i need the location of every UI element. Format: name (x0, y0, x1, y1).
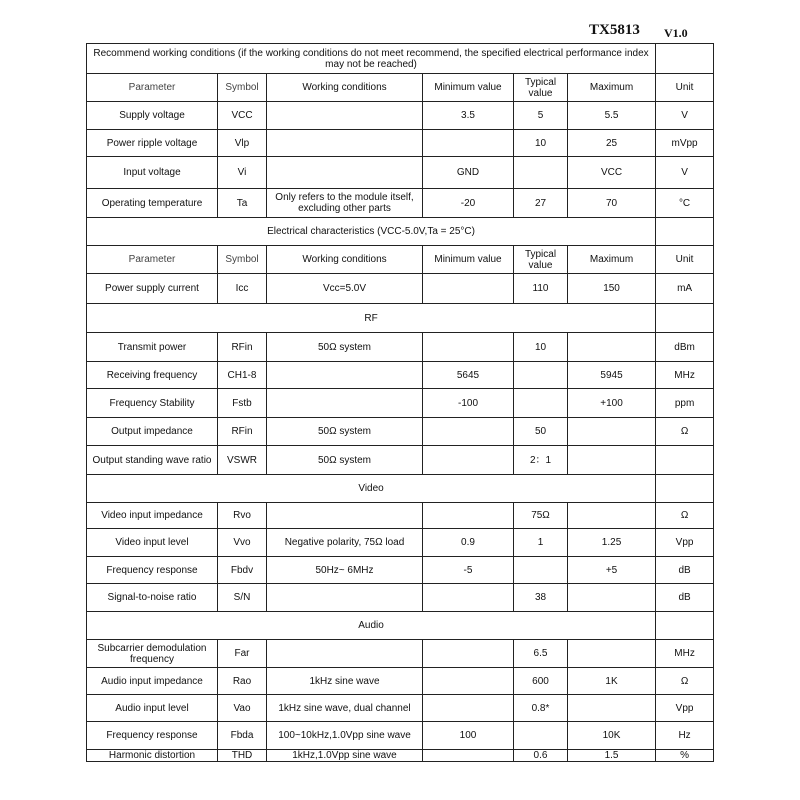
max-cell: 25 (568, 130, 656, 157)
param-cell: Video input level (87, 529, 218, 557)
unit-cell: V (656, 157, 714, 189)
recommend-title-row (87, 44, 714, 74)
empty-cell (656, 304, 714, 333)
typical-cell: 27 (514, 189, 568, 218)
typical-cell: 50 (514, 418, 568, 446)
unit-cell: V (656, 102, 714, 130)
param-cell: Frequency response (87, 722, 218, 750)
unit-cell: Vpp (656, 695, 714, 722)
max-cell (568, 503, 656, 529)
typical-cell: 600 (514, 668, 568, 695)
param-cell: Harmonic distortion (87, 750, 218, 762)
col-header-unit: Unit (656, 74, 714, 102)
typical-cell: 6.5 (514, 640, 568, 668)
min-cell (423, 333, 514, 362)
rf-row (87, 362, 714, 389)
symbol-cell: Vi (218, 157, 267, 189)
rf-row (87, 446, 714, 475)
symbol-cell: Fbdv (218, 557, 267, 584)
model-name: TX5813 (589, 22, 640, 38)
typical-cell (514, 157, 568, 189)
unit-cell: dBm (656, 333, 714, 362)
min-cell (423, 640, 514, 668)
unit-cell: Ω (656, 668, 714, 695)
min-cell: -20 (423, 189, 514, 218)
unit-cell: °C (656, 189, 714, 218)
conditions-cell (267, 102, 423, 130)
unit-cell: MHz (656, 640, 714, 668)
typical-cell: 10 (514, 333, 568, 362)
video-row (87, 503, 714, 529)
recommend-row (87, 102, 714, 130)
electrical-header-row (87, 246, 714, 274)
param-cell: Operating temperature (87, 189, 218, 218)
max-cell: 5945 (568, 362, 656, 389)
min-cell: 3.5 (423, 102, 514, 130)
conditions-cell: Vcc=5.0V (267, 274, 423, 304)
unit-cell: MHz (656, 362, 714, 389)
conditions-cell (267, 503, 423, 529)
conditions-cell: 1kHz,1.0Vpp sine wave (267, 750, 423, 762)
typical-cell (514, 389, 568, 418)
min-cell (423, 503, 514, 529)
symbol-cell: Far (218, 640, 267, 668)
unit-cell: mA (656, 274, 714, 304)
col-header-unit: Unit (656, 246, 714, 274)
spec-table (86, 43, 714, 762)
max-cell: +100 (568, 389, 656, 418)
audio-row (87, 750, 714, 762)
min-cell (423, 446, 514, 475)
unit-cell: Vpp (656, 529, 714, 557)
col-header-max: Maximum (568, 74, 656, 102)
param-cell: Input voltage (87, 157, 218, 189)
col-header-symbol: Symbol (218, 74, 267, 102)
rf-row (87, 418, 714, 446)
rf-row (87, 389, 714, 418)
min-cell: 0.9 (423, 529, 514, 557)
symbol-cell: Rvo (218, 503, 267, 529)
symbol-cell: Fbda (218, 722, 267, 750)
unit-cell: % (656, 750, 714, 762)
unit-cell (656, 446, 714, 475)
video-row (87, 557, 714, 584)
conditions-cell: 50Hz~ 6MHz (267, 557, 423, 584)
video-section-row (87, 475, 714, 503)
min-cell (423, 130, 514, 157)
max-cell (568, 446, 656, 475)
min-cell (423, 418, 514, 446)
typical-cell: 75Ω (514, 503, 568, 529)
empty-cell (656, 218, 714, 246)
max-cell: 10K (568, 722, 656, 750)
min-cell: GND (423, 157, 514, 189)
symbol-cell: VSWR (218, 446, 267, 475)
col-header-parameter: Parameter (87, 74, 218, 102)
audio-section-row (87, 612, 714, 640)
typical-cell: 38 (514, 584, 568, 612)
recommend-row (87, 130, 714, 157)
power-row (87, 274, 714, 304)
unit-cell: mVpp (656, 130, 714, 157)
symbol-cell: THD (218, 750, 267, 762)
min-cell: -100 (423, 389, 514, 418)
audio-section-row-label: Audio (87, 612, 656, 640)
typical-cell: 2：1 (514, 446, 568, 475)
typical-cell: 0.6 (514, 750, 568, 762)
unit-cell: Ω (656, 503, 714, 529)
col-header-typical: Typical value (514, 246, 568, 274)
param-cell: Power ripple voltage (87, 130, 218, 157)
recommend-row (87, 189, 714, 218)
symbol-cell: CH1-8 (218, 362, 267, 389)
min-cell (423, 668, 514, 695)
unit-cell: dB (656, 557, 714, 584)
symbol-cell: Ta (218, 189, 267, 218)
max-cell: 1K (568, 668, 656, 695)
max-cell: +5 (568, 557, 656, 584)
max-cell (568, 418, 656, 446)
video-section-row-label: Video (87, 475, 656, 503)
param-cell: Transmit power (87, 333, 218, 362)
conditions-cell: Negative polarity, 75Ω load (267, 529, 423, 557)
empty-cell (656, 612, 714, 640)
typical-cell (514, 362, 568, 389)
min-cell (423, 584, 514, 612)
rf-section-row (87, 304, 714, 333)
conditions-cell: 50Ω system (267, 446, 423, 475)
max-cell: 150 (568, 274, 656, 304)
param-cell: Power supply current (87, 274, 218, 304)
min-cell (423, 695, 514, 722)
recommend-title-row-label: Recommend working conditions (if the working conditions do not meet recommend, the specified electrical performance index may not be reached) (87, 44, 656, 74)
conditions-cell (267, 389, 423, 418)
video-row (87, 529, 714, 557)
video-row (87, 584, 714, 612)
audio-row (87, 695, 714, 722)
col-header-typical: Typical value (514, 74, 568, 102)
symbol-cell: RFin (218, 418, 267, 446)
conditions-cell: 100~10kHz,1.0Vpp sine wave (267, 722, 423, 750)
symbol-cell: Vlp (218, 130, 267, 157)
symbol-cell: Vvo (218, 529, 267, 557)
param-cell: Receiving frequency (87, 362, 218, 389)
conditions-cell (267, 584, 423, 612)
typical-cell (514, 557, 568, 584)
typical-cell (514, 722, 568, 750)
symbol-cell: VCC (218, 102, 267, 130)
symbol-cell: Rao (218, 668, 267, 695)
version-label: V1.0 (664, 26, 688, 40)
conditions-cell: 1kHz sine wave, dual channel (267, 695, 423, 722)
typical-cell: 10 (514, 130, 568, 157)
param-cell: Output standing wave ratio (87, 446, 218, 475)
max-cell (568, 695, 656, 722)
param-cell: Output impedance (87, 418, 218, 446)
symbol-cell: RFin (218, 333, 267, 362)
param-cell: Frequency response (87, 557, 218, 584)
empty-cell (656, 44, 714, 74)
max-cell: 5.5 (568, 102, 656, 130)
param-cell: Video input impedance (87, 503, 218, 529)
typical-cell: 1 (514, 529, 568, 557)
audio-row (87, 640, 714, 668)
symbol-cell: Icc (218, 274, 267, 304)
empty-cell (656, 475, 714, 503)
rf-section-row-label: RF (87, 304, 656, 333)
conditions-cell: Only refers to the module itself, excluding other parts (267, 189, 423, 218)
unit-cell: Ω (656, 418, 714, 446)
min-cell (423, 750, 514, 762)
conditions-cell (267, 130, 423, 157)
min-cell: 100 (423, 722, 514, 750)
conditions-cell (267, 157, 423, 189)
unit-cell: Hz (656, 722, 714, 750)
param-cell: Signal-to-noise ratio (87, 584, 218, 612)
col-header-conditions: Working conditions (267, 74, 423, 102)
max-cell: VCC (568, 157, 656, 189)
unit-cell: dB (656, 584, 714, 612)
conditions-cell (267, 362, 423, 389)
param-cell: Subcarrier demodulation frequency (87, 640, 218, 668)
rf-row (87, 333, 714, 362)
col-header-conditions: Working conditions (267, 246, 423, 274)
typical-cell: 0.8* (514, 695, 568, 722)
recommend-header-row (87, 74, 714, 102)
col-header-symbol: Symbol (218, 246, 267, 274)
col-header-min: Minimum value (423, 246, 514, 274)
typical-cell: 5 (514, 102, 568, 130)
param-cell: Audio input level (87, 695, 218, 722)
max-cell: 70 (568, 189, 656, 218)
conditions-cell (267, 640, 423, 668)
min-cell: 5645 (423, 362, 514, 389)
col-header-max: Maximum (568, 246, 656, 274)
max-cell: 1.25 (568, 529, 656, 557)
max-cell (568, 640, 656, 668)
electrical-title-row-label: Electrical characteristics (VCC-5.0V,Ta = 25°C) (87, 218, 656, 246)
conditions-cell: 50Ω system (267, 333, 423, 362)
max-cell: 1.5 (568, 750, 656, 762)
col-header-min: Minimum value (423, 74, 514, 102)
max-cell (568, 333, 656, 362)
param-cell: Frequency Stability (87, 389, 218, 418)
col-header-parameter: Parameter (87, 246, 218, 274)
max-cell (568, 584, 656, 612)
min-cell: -5 (423, 557, 514, 584)
unit-cell: ppm (656, 389, 714, 418)
conditions-cell: 50Ω system (267, 418, 423, 446)
audio-row (87, 668, 714, 695)
symbol-cell: S/N (218, 584, 267, 612)
electrical-title-row (87, 218, 714, 246)
min-cell (423, 274, 514, 304)
symbol-cell: Fstb (218, 389, 267, 418)
param-cell: Supply voltage (87, 102, 218, 130)
audio-row (87, 722, 714, 750)
conditions-cell: 1kHz sine wave (267, 668, 423, 695)
param-cell: Audio input impedance (87, 668, 218, 695)
symbol-cell: Vao (218, 695, 267, 722)
typical-cell: 110 (514, 274, 568, 304)
recommend-row (87, 157, 714, 189)
